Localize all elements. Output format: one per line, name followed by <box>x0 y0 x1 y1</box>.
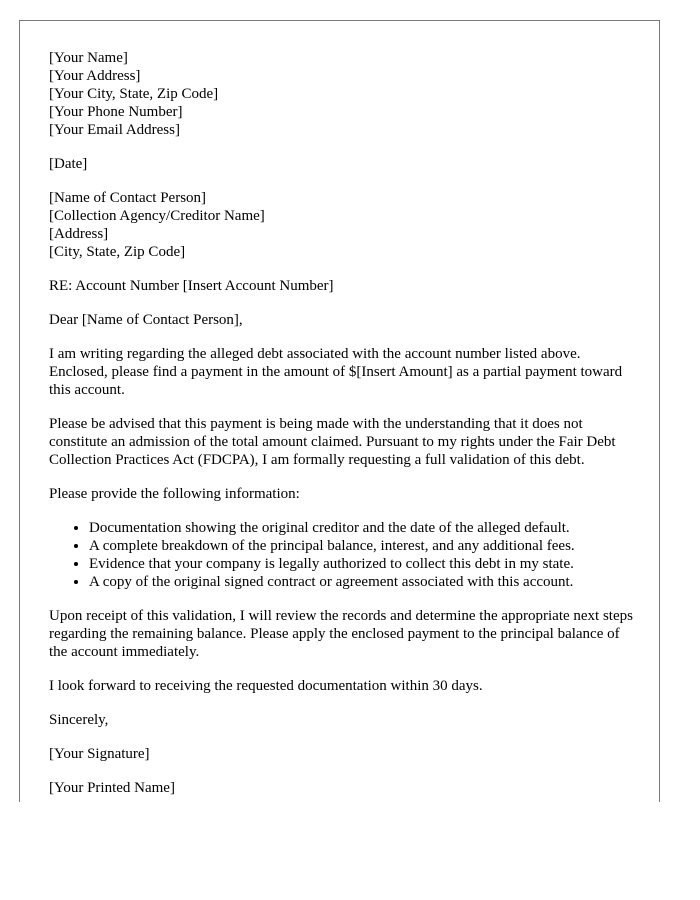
recipient-address <box>49 189 634 261</box>
letter-content <box>49 49 634 802</box>
body-paragraph-3: Please provide the following information: <box>49 486 300 502</box>
list-item: • A complete breakdown of the principal balance, interest, and any additional fees. <box>89 537 634 555</box>
list-item: • Documentation showing the original creditor and the date of the alleged default. <box>89 519 634 537</box>
sender-address <box>49 49 634 139</box>
letter-date: [Date] <box>49 156 88 172</box>
body-paragraph-2: Please be advised that this payment is being made with the understanding that it does not constitute an admission of the total amount claimed. Pursuant to my rights under the Fair Debt Collection Practices Act (FDCPA), I am formally requesting a full validation of this debt. <box>49 416 616 468</box>
closing-paragraph-1: Upon receipt of this validation, I will review the records and determine the appropriate next steps regarding the remaining balance. Please apply the enclosed payment to the principal balance of the account immediately. <box>49 608 633 660</box>
sender-street: [Your Address] <box>49 68 141 84</box>
body-paragraph-1: I am writing regarding the alleged debt associated with the account number listed above. Enclosed, please find a payment in the amount of $[Insert Amount] as a partial payment toward this account. <box>49 346 623 398</box>
subject-line: RE: Account Number [Insert Account Number] <box>49 278 334 294</box>
request-list <box>49 519 634 591</box>
signoff: Sincerely, <box>49 712 109 728</box>
recipient-company: [Collection Agency/Creditor Name] <box>49 208 265 224</box>
letter-page <box>19 20 660 802</box>
closing-paragraph-2: I look forward to receiving the requested documentation within 30 days. <box>49 678 483 694</box>
list-item: • Evidence that your company is legally authorized to collect this debt in my state. <box>89 555 634 573</box>
recipient-contact: [Name of Contact Person] <box>49 190 207 206</box>
sender-phone: [Your Phone Number] <box>49 104 183 120</box>
salutation: Dear [Name of Contact Person], <box>49 312 243 328</box>
list-item: • A copy of the original signed contract or agreement associated with this account. <box>89 573 634 591</box>
printed-name: [Your Printed Name] <box>49 780 175 796</box>
recipient-city: [City, State, Zip Code] <box>49 244 186 260</box>
sender-city: [Your City, State, Zip Code] <box>49 86 219 102</box>
recipient-street: [Address] <box>49 226 109 242</box>
sender-name: [Your Name] <box>49 50 128 66</box>
sender-email: [Your Email Address] <box>49 122 180 138</box>
signature: [Your Signature] <box>49 746 150 762</box>
